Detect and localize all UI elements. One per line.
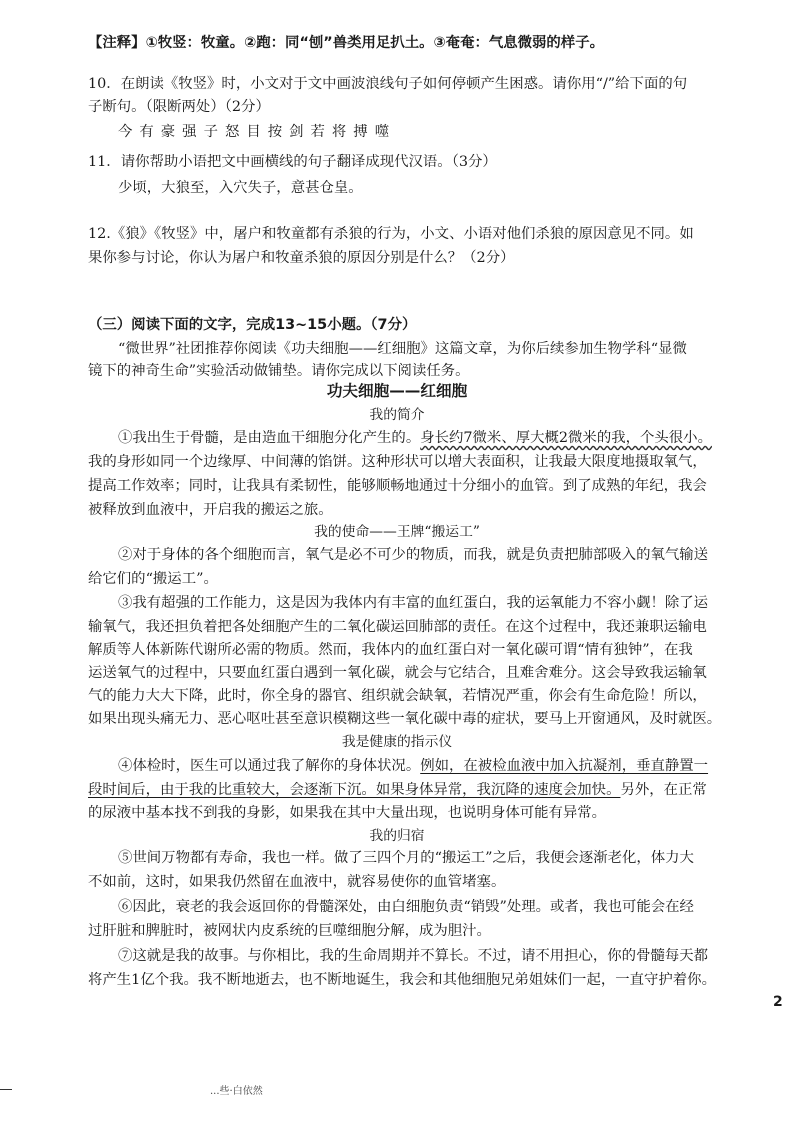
- q10-sentence: 今有豪强子怒目按剑若将搏噬: [118, 124, 397, 140]
- binding-mark: [0, 1089, 12, 1090]
- paragraph-5-line2: 不如前，这时，如果我仍然留在血液中，就容易使你的血管堵塞。: [88, 874, 506, 890]
- paragraph-1-line4: 被释放到血液中，开启我的搬运之旅。: [88, 502, 333, 518]
- paragraph-6-line2: 过肝脏和脾脏时，被网状内皮系统的巨噬细胞分解，成为胆汁。: [88, 923, 491, 939]
- paragraph-1-line1: [118, 428, 712, 448]
- p4-underlined-text-b: 段时间后，由于我的比重较大，会逐渐下沉。如果身体异常，我沉降的速度会加快。: [88, 782, 621, 798]
- paragraph-4-line3: 的尿液中基本找不到我的身影，如果我在其中大量出现，也说明身体可能有异常。: [88, 805, 607, 821]
- q12-line1: 12.《狼》《牧竖》中，屠户和牧童都有杀狼的行为，小文、小语对他们杀狼的原因意见不同。如: [88, 226, 694, 242]
- q11-sentence: 少顷，大狼至，入穴失子，意甚仓皇。: [118, 180, 363, 196]
- p4-underlined-text-a: 例如，在被检血液中加入抗凝剂，垂直静置一: [420, 758, 709, 774]
- paragraph-3-line5: 气的能力大大下降，此时，你全身的器官、组织就会缺氧，若情况严重，你会有生命危险！所以，: [88, 688, 707, 704]
- paragraph-1-line2: 我的身形如同一个边缘厚、中间薄的馅饼。这种形状可以增大表面积，让我最大限度地摄取氧气，: [88, 454, 707, 470]
- q10-line1: 10．在朗读《牧竖》时，小文对于文中画波浪线句子如何停顿产生困惑。请你用“/”给下面的句: [88, 76, 688, 92]
- paragraph-1-line3: 提高工作效率；同时，让我具有柔韧性，能够顺畅地通过十分细小的血管。到了成熟的年纪，我会: [88, 478, 707, 494]
- q11-line1: 11．请你帮助小语把文中画横线的句子翻译成现代汉语。（3分）: [88, 154, 497, 170]
- notes-line: 【注释】①牧竖：牧童。②跑：同“刨”兽类用足扒土。③奄奄：气息微弱的样子。: [88, 35, 604, 51]
- q12-line2: 果你参与讨论，你认为屠户和牧童杀狼的原因分别是什么？（2分）: [88, 250, 515, 266]
- paragraph-2-line1: ②对于身体的各个细胞而言，氧气是必不可少的物质，而我，就是负责把肺部吸入的氧气输送: [118, 547, 709, 563]
- paragraph-4-line2: [88, 780, 707, 800]
- paragraph-5-line1: ⑤世间万物都有寿命，我也一样。做了三四个月的“搬运工”之后，我便会逐渐老化，体力大: [118, 850, 694, 866]
- page-number: 2: [773, 994, 783, 1010]
- paragraph-7-line1: ⑦这就是我的故事。与你相比，我的生命周期并不算长。不过，请不用担心，你的骨髓每天都: [118, 948, 709, 964]
- paragraph-3-line2: 输氧气，我还担负着把各处细胞产生的二氧化碳运回肺部的责任。在这个过程中，我还兼职运输电: [88, 619, 707, 635]
- paragraph-2-line2: 给它们的“搬运工”。: [88, 571, 218, 587]
- paragraph-4-line1: [118, 756, 708, 776]
- paragraph-3-line6: 如果出现头痛无力、恶心呕吐甚至意识模糊这些一氧化碳中毒的症状，要马上开窗通风，及时就医。: [88, 711, 722, 727]
- paragraph-3-line1: ③我有超强的工作能力，这是因为我体内有丰富的血红蛋白，我的运氧能力不容小觑！除了运: [118, 595, 709, 611]
- paragraph-3-line3: 解质等人体新陈代谢所必需的物质。然而，我体内的血红蛋白对一氧化碳可谓“情有独钟”，在我: [88, 642, 693, 658]
- section3-heading: （三）阅读下面的文字，完成13~15小题。（7分）: [88, 317, 417, 333]
- paragraph-6-line1: ⑥因此，衰老的我会返回你的骨髓深处，由白细胞负责“销毁”处理。或者，我也可能会在经: [118, 899, 694, 915]
- p1-wavy-underlined-text: 身长约7微米、厚大概2微米的我，个头很小。: [420, 430, 712, 446]
- p1-text-a: ①我出生于骨髓，是由造血干细胞分化产生的。: [118, 430, 421, 446]
- paragraph-7-line2: 将产生1亿个我。我不断地逝去，也不断地诞生，我会和其他细胞兄弟姐妹们一起，一直守护着你。: [88, 972, 716, 988]
- section3-intro-line1: “微世界”社团推荐你阅读《功夫细胞——红细胞》这篇文章，为你后续参加生物学科“显微: [118, 341, 687, 357]
- q10-line2: 子断句。（限断两处）（2分）: [88, 99, 270, 115]
- section-heading-destiny: 我的归宿: [369, 828, 425, 844]
- section-heading-indicator: 我是健康的指示仪: [341, 734, 453, 750]
- section3-intro-line2: 镜下的神奇生命”实验活动做铺垫。请你完成以下阅读任务。: [88, 363, 470, 379]
- paragraph-3-line4: 运送氧气的过程中，只要血红蛋白遇到一氧化碳，就会与它结合，且难舍难分。这会导致我运输氧: [88, 665, 707, 681]
- article-title: 功夫细胞——红细胞: [326, 382, 468, 400]
- p4-text-b: 另外，在正常: [620, 782, 707, 798]
- section-heading-intro: 我的简介: [369, 407, 425, 423]
- section-heading-mission: 我的使命——王牌“搬运工”: [314, 524, 480, 540]
- p4-text-a: ④体检时，医生可以通过我了解你的身体状况。: [118, 758, 421, 774]
- footer-text: ...些·白依然: [210, 1086, 263, 1097]
